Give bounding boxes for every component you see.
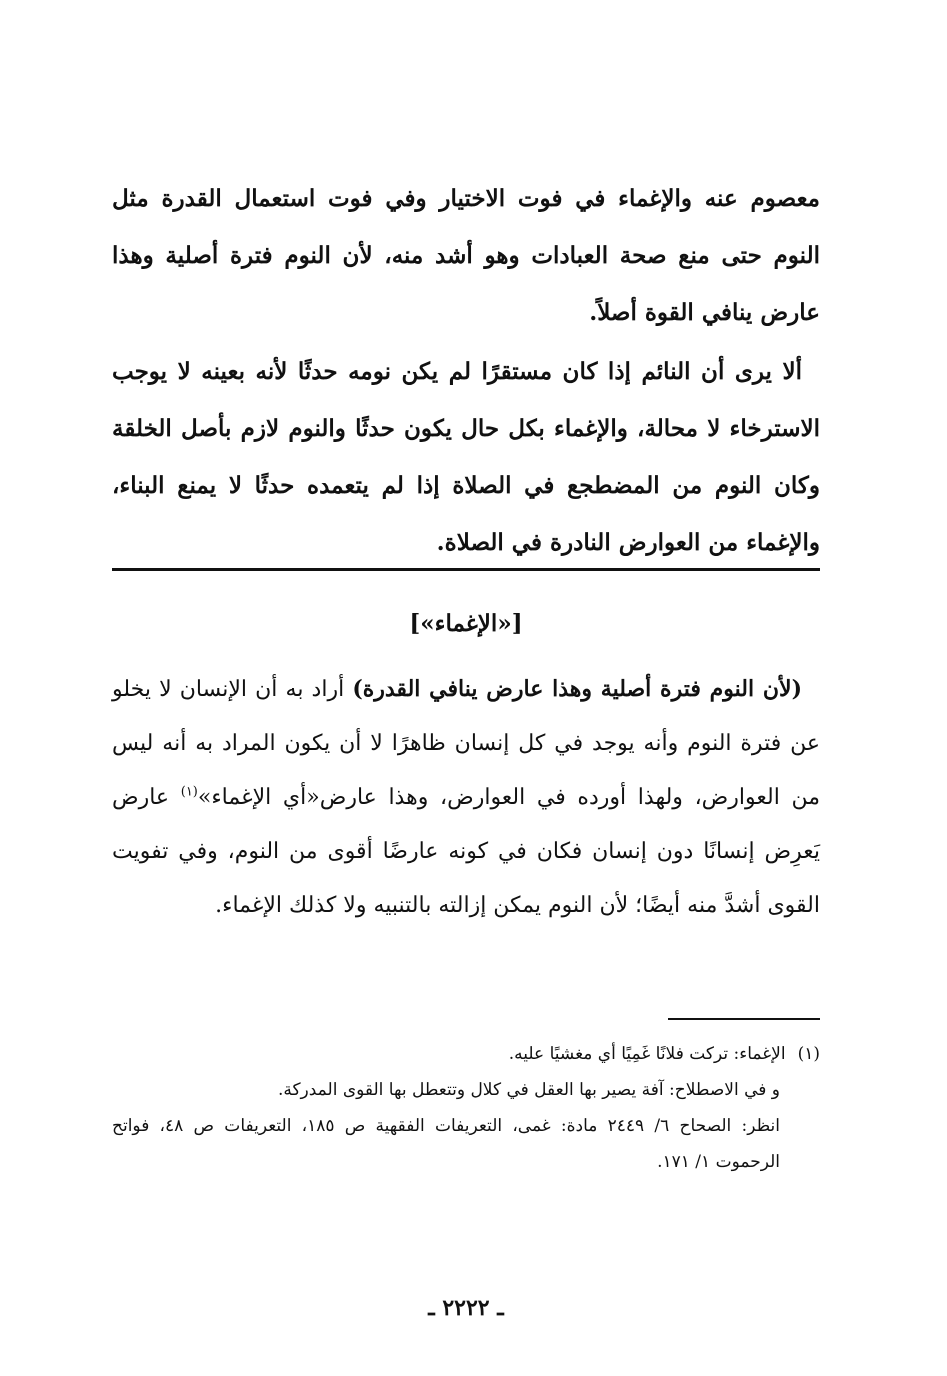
commentary-text-part-1: أراد به أن الإنسان لا يخلو عن فترة النوم وأنه يوجد في كل إنسان ظاهرًا لا أن يكون المراد به أنه ليس من العوارض، ولهذا أورده في العوارض، وهذا عارض«أي الإغماء» <box>112 677 821 810</box>
main-paragraph-1: معصوم عنه والإغماء في فوت الاختيار وفي فوت استعمال القدرة مثل النوم حتى منع صحة العبادات وهو أشد منه، لأن النوم فترة أصلية وهذا عارض ينافي القوة أصلاً. <box>112 185 820 326</box>
footnote-line-2: و في الاصطلاح: آفة يصير بها العقل في كلال وتتعطل بها القوى المدركة. <box>277 1080 780 1100</box>
footnote-text-1: الإغماء: تركت فلانًا غَمِيًا أي مغشيًا عليه. <box>508 1044 786 1064</box>
footnotes <box>112 1036 820 1180</box>
footnote-number: (١) <box>797 1044 820 1064</box>
main-text-divider <box>112 568 820 571</box>
footnote-line-1 <box>112 1036 820 1072</box>
main-paragraph-2: ألا يرى أن النائم إذا كان مستقرًا لم يكن نومه حدثًا لأنه بعينه لا يوجب الاسترخاء لا محالة، والإغماء بكل حال يكون حدثًا والنوم لازم بأصل الخلقة وكان النوم من المضطجع في الصلاة إذا لم يتعمده حدثًا لا يمنع البناء، والإغماء من العوارض النادرة في الصلاة. <box>112 358 820 556</box>
footnote-reference[interactable]: (١) <box>180 784 198 800</box>
footnote-line-3: انظر: الصحاح ٦/ ٢٤٤٩ مادة: غمى، التعريفات الفقهية ص ١٨٥، التعريفات ص ٤٨، فواتح الرحموت ١/ ١٧١. <box>112 1116 780 1172</box>
page-number: ـ ٢٢٢٢ ـ <box>428 1295 504 1321</box>
main-text <box>112 170 820 571</box>
commentary-text-part-2: عارض يَعرِض إنسانًا دون إنسان فكان في كونه عارضًا أقوى من النوم، وفي تفويت القوى أشدَّ منه أيضًا؛ لأن النوم يمكن إزالته بالتنبيه ولا كذلك الإغماء. <box>112 785 820 918</box>
section-heading: [«الإغماء»] <box>409 610 523 637</box>
footnote-divider <box>668 1018 820 1020</box>
commentary-paragraph <box>112 662 820 933</box>
commentary-quote: (لأن النوم فترة أصلية وهذا عارض ينافي القدرة) <box>352 676 802 702</box>
